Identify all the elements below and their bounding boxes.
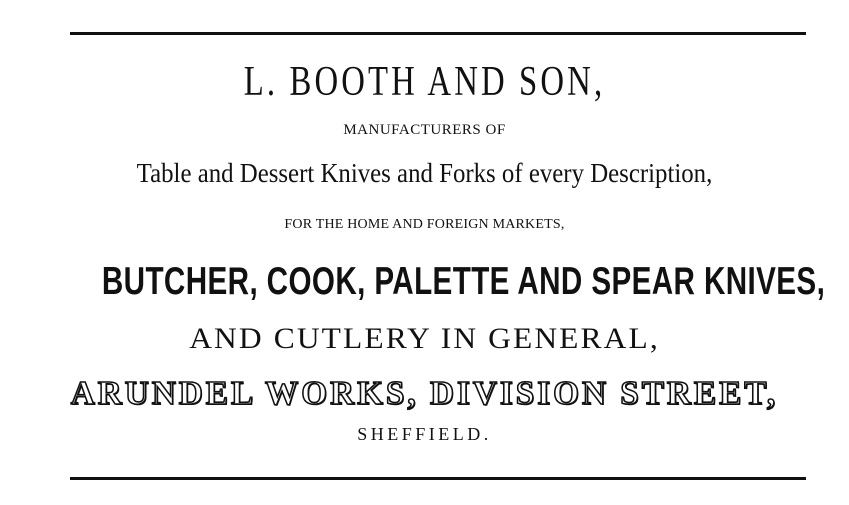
works-address: ARUNDEL WORKS, DIVISION STREET, (70, 375, 779, 412)
firm-name: L. BOOTH AND SON, (243, 59, 606, 105)
specialties-line: BUTCHER, COOK, PALETTE AND SPEAR KNIVES, (101, 260, 826, 303)
products-line: Table and Dessert Knives and Forks of every Description, (136, 158, 713, 188)
city-line: SHEFFIELD. (357, 424, 492, 444)
bottom-rule (70, 477, 806, 480)
manufacturers-of: MANUFACTURERS OF (343, 122, 506, 138)
top-rule (70, 32, 806, 35)
cutlery-general-line: AND CUTLERY IN GENERAL, (189, 322, 660, 355)
markets-line: FOR THE HOME AND FOREIGN MARKETS, (284, 217, 565, 232)
